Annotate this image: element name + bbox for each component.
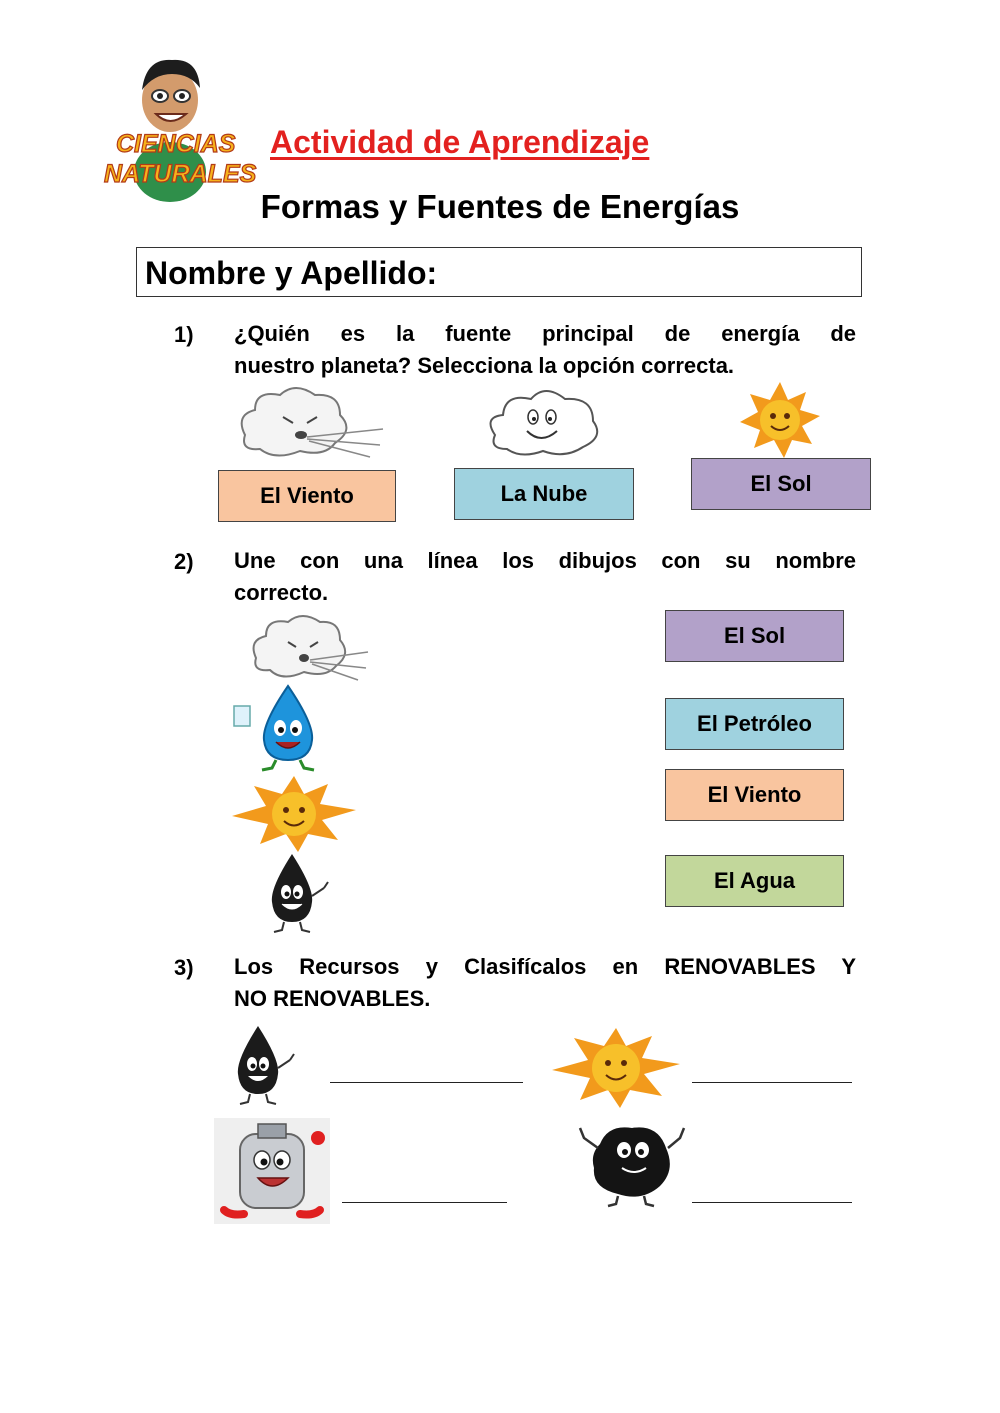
oil-drop-icon [228,1024,314,1108]
q2-option-agua[interactable] [665,855,844,907]
q1-option-label: El Sol [750,471,812,496]
q1-option-viento[interactable] [218,470,396,522]
page-title: Actividad de Aprendizaje [270,124,650,160]
q2-option-sol[interactable] [665,610,844,662]
wind-cloud-icon [248,612,373,684]
coal-icon [578,1114,688,1206]
q1-option-label: El Viento [260,483,354,508]
q2-text-line1: Une con una línea los dibujos con su nombre [234,548,856,573]
q2-option-label: El Viento [707,782,802,807]
q1-text-line2: nuestro planeta? Selecciona la opción correcta. [234,353,735,378]
q1-option-nube[interactable] [454,468,634,520]
cloud-icon [483,385,603,460]
q1-option-label: La Nube [500,481,588,506]
q1-text-line1: ¿Quién es la fuente principal de energía de [234,321,856,346]
q2-option-label: El Sol [723,623,786,648]
q2-option-petroleo[interactable] [665,698,844,750]
q3-text-line1: Los Recursos y Clasifícalos en RENOVABLES Y [234,954,856,979]
q3-number: 3) [174,955,194,980]
answer-line[interactable] [692,1202,852,1203]
answer-line[interactable] [692,1082,852,1083]
q2-text-line2: correcto. [234,580,329,605]
q2-option-label: El Agua [713,868,796,893]
logo-text-line1: CIENCIAS [116,130,236,158]
name-field-label: Nombre y Apellido: [145,255,438,291]
oil-drop-icon [262,852,348,936]
sun-icon [732,382,828,458]
gas-cylinder-icon [214,1118,330,1224]
wind-cloud-icon [235,385,385,465]
q2-option-label: El Petróleo [697,711,812,736]
sun-icon [548,1028,684,1108]
page-subtitle: Formas y Fuentes de Energías [260,188,740,225]
q3-text-line2: NO RENOVABLES. [234,986,431,1011]
q1-option-sol[interactable] [691,458,871,510]
logo [98,52,257,202]
logo-text-line2: NATURALES [104,160,257,188]
q1-number: 1) [174,322,194,347]
water-drop-icon [232,684,332,772]
name-field[interactable] [136,247,862,297]
sun-icon [228,776,360,852]
answer-line[interactable] [330,1082,523,1083]
q2-number: 2) [174,549,194,574]
answer-line[interactable] [342,1202,507,1203]
q2-option-viento[interactable] [665,769,844,821]
